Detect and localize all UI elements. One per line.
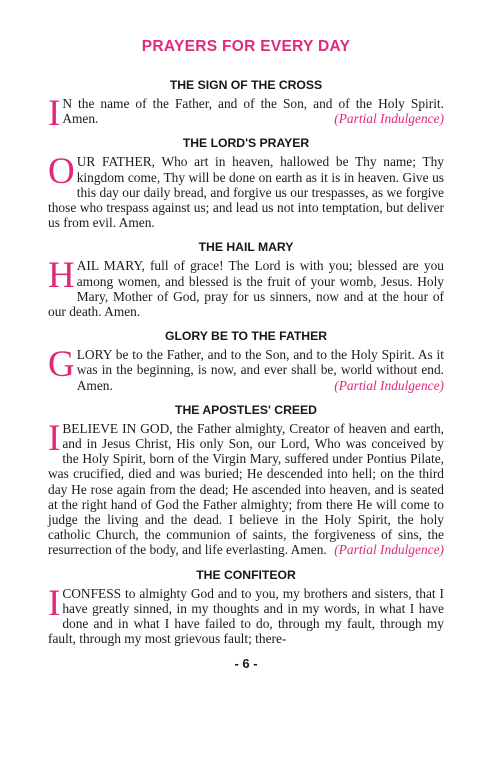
drop-cap: O [48, 151, 75, 193]
drop-cap: I [48, 417, 61, 459]
prayer-apostles-creed [48, 403, 444, 558]
drop-cap: I [48, 582, 61, 624]
prayer-heading: THE HAIL MARY [198, 240, 294, 255]
prayer-heading: THE APOSTLES' CREED [175, 402, 317, 417]
prayer-glory-be [48, 329, 444, 393]
page-number: - 6 - [234, 656, 258, 672]
prayer-lords-prayer [48, 136, 444, 230]
prayer-body [48, 93, 444, 134]
prayer-body [48, 417, 444, 558]
prayer-page [48, 38, 444, 671]
prayer-body [48, 344, 444, 393]
prayer-sign-of-the-cross [48, 78, 444, 134]
prayer-text: LORY be to the Father, and to the Son, and to the Holy Spirit. As it was in the beginning, is now, and ever shall be, world without end. Amen. [76, 347, 444, 393]
prayer-heading: THE LORD'S PRAYER [182, 136, 310, 151]
prayer-text: UR FATHER, Who art in heaven, hallowed be Thy name; Thy kingdom come, Thy will be done on earth as it is in heaven. Give us this day our daily bread, and forgive us our trespasses, as we forgive those who trespass against us; and lead us not into temptation, but deliver us from evil. Amen. [48, 154, 444, 231]
prayer-text: BELIEVE IN GOD, the Father almighty, Creator of heaven and earth, and in Jesus Christ, His only Son, our Lord, Who was conceived by the Holy Spirit, born of the Virgin Mary, suffered under Pontius Pilate, was crucified, died and was buried; He descended into hell; on the third day He rose again from the dead; He ascended into heaven, and is seated at the right hand of God the Father almighty; from there He will come to judge the living and the dead. I believe in the Holy Spirit, the holy catholic Church, the communion of saints, the forgiveness of sins, the resurrection of the body, and life everlasting. Amen. [48, 420, 444, 558]
prayer-body [48, 151, 444, 231]
prayer-text: AIL MARY, full of grace! The Lord is with you; blessed are you among women, and blessed is the fruit of your womb, Jesus. Holy Mary, Mother of God, pray for us sinners, now and at the hour of our death. Amen. [48, 258, 444, 320]
indulgence-note: (Partial Indulgence) [334, 542, 444, 558]
prayer-hail-mary [48, 240, 444, 319]
prayer-heading: THE SIGN OF THE CROSS [169, 78, 323, 92]
prayer-body [48, 255, 444, 320]
prayer-heading: GLORY BE TO THE FATHER [164, 329, 328, 344]
indulgence-note: (Partial Indulgence) [334, 111, 444, 127]
prayer-confiteor [48, 568, 444, 647]
prayer-text: N the name of the Father, and of the Son, and of the Holy Spirit. Amen. [62, 96, 444, 127]
drop-cap: I [48, 93, 61, 134]
drop-cap: H [48, 255, 75, 297]
page-title: PRAYERS FOR EVERY DAY [141, 38, 351, 55]
drop-cap: G [48, 344, 75, 386]
prayer-body [48, 582, 444, 647]
prayer-text: CONFESS to almighty God and to you, my brothers and sisters, that I have greatly sinned, in my thoughts and in my words, in what I have done and in what I have failed to do, through my fault, through my fault, through my most grievous fault; there- [48, 585, 444, 647]
prayer-heading: THE CONFITEOR [196, 567, 296, 582]
indulgence-note: (Partial Indulgence) [334, 377, 444, 393]
